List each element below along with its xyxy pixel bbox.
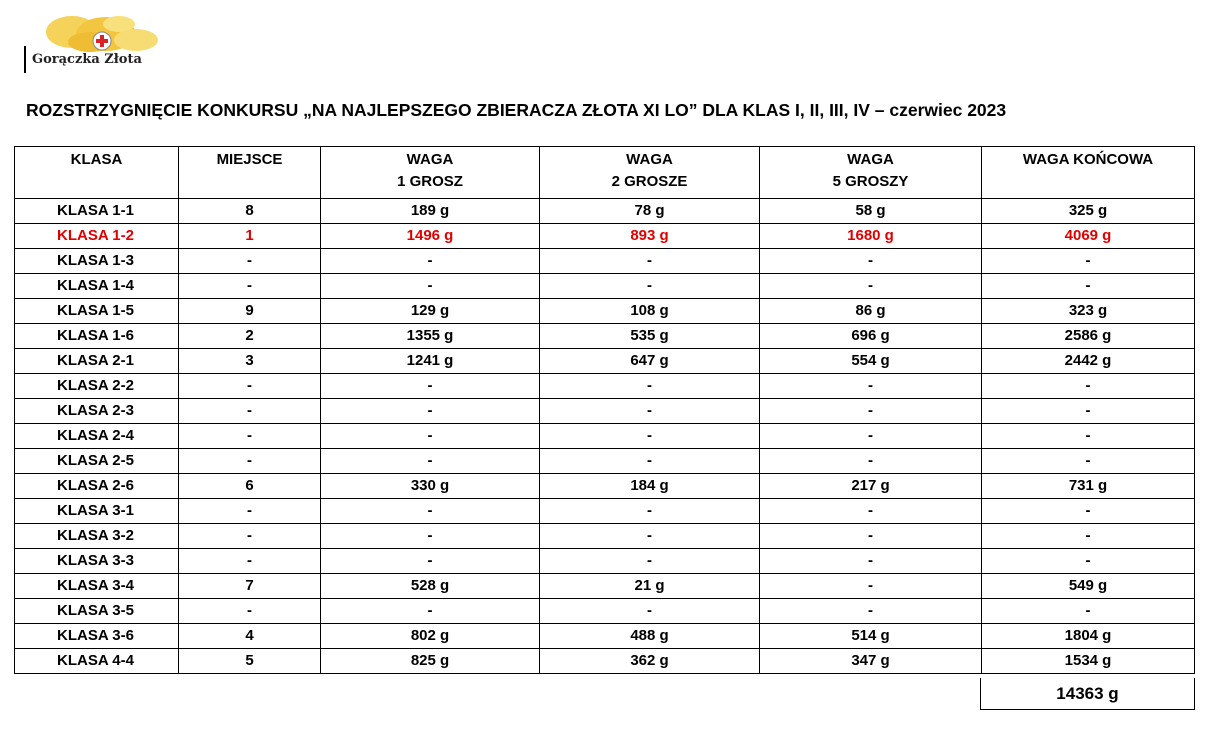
table-cell: -	[321, 249, 540, 274]
table-cell: 2	[179, 324, 321, 349]
table-cell: 1804 g	[982, 624, 1195, 649]
table-row	[15, 524, 1195, 549]
column-header-line1: WAGA	[626, 151, 673, 168]
table-cell: 1241 g	[321, 349, 540, 374]
logo-divider	[24, 46, 26, 73]
table-cell: -	[179, 274, 321, 299]
table-cell: -	[540, 249, 760, 274]
table-cell: -	[179, 374, 321, 399]
table-cell: -	[982, 374, 1195, 399]
class-name-cell: KLASA 2-5	[15, 449, 179, 474]
table-row	[15, 224, 1195, 249]
table-cell: 325 g	[982, 199, 1195, 224]
table-cell: 108 g	[540, 299, 760, 324]
table-cell: -	[179, 424, 321, 449]
table-cell: -	[760, 599, 982, 624]
table-cell: -	[982, 249, 1195, 274]
table-cell: 696 g	[760, 324, 982, 349]
class-name-cell: KLASA 1-4	[15, 274, 179, 299]
table-cell: 528 g	[321, 574, 540, 599]
column-header-line1: WAGA KOŃCOWA	[1022, 151, 1154, 168]
gold-coins-icon	[44, 12, 164, 54]
table-cell: -	[760, 249, 982, 274]
table-cell: -	[179, 399, 321, 424]
class-name-cell: KLASA 3-6	[15, 624, 179, 649]
column-header	[15, 147, 179, 199]
table-cell: 78 g	[540, 199, 760, 224]
table-cell: -	[321, 399, 540, 424]
table-cell: 549 g	[982, 574, 1195, 599]
table-cell: -	[540, 399, 760, 424]
table-row	[15, 324, 1195, 349]
table-cell: -	[179, 249, 321, 274]
table-cell: -	[982, 399, 1195, 424]
table-row	[15, 449, 1195, 474]
table-cell: -	[540, 599, 760, 624]
table-cell: 4069 g	[982, 224, 1195, 249]
class-name-cell: KLASA 2-2	[15, 374, 179, 399]
table-row	[15, 349, 1195, 374]
logo	[22, 12, 182, 76]
table-cell: 535 g	[540, 324, 760, 349]
table-cell: 1	[179, 224, 321, 249]
table-cell: -	[760, 449, 982, 474]
table-cell: 514 g	[760, 624, 982, 649]
table-cell: -	[982, 274, 1195, 299]
table-cell: -	[321, 274, 540, 299]
table-cell: -	[179, 599, 321, 624]
table-row	[15, 249, 1195, 274]
table-cell: -	[760, 574, 982, 599]
table-cell: -	[982, 499, 1195, 524]
table-cell: -	[760, 499, 982, 524]
table-cell: -	[321, 549, 540, 574]
column-header-line2: 2 GROSZE	[611, 173, 688, 190]
table-cell: 1680 g	[760, 224, 982, 249]
class-name-cell: KLASA 3-2	[15, 524, 179, 549]
class-name-cell: KLASA 2-6	[15, 474, 179, 499]
table-cell: 6	[179, 474, 321, 499]
column-header-line1: WAGA	[847, 151, 894, 168]
table-cell: 347 g	[760, 649, 982, 674]
table-cell: 802 g	[321, 624, 540, 649]
table-cell: -	[179, 549, 321, 574]
table-cell: -	[179, 499, 321, 524]
column-header-line2: 1 GROSZ	[397, 173, 463, 190]
table-cell: 330 g	[321, 474, 540, 499]
column-header	[982, 147, 1195, 199]
class-name-cell: KLASA 2-4	[15, 424, 179, 449]
table-row	[15, 299, 1195, 324]
table-cell: 1534 g	[982, 649, 1195, 674]
table-row	[15, 424, 1195, 449]
column-header-line1: WAGA	[406, 151, 454, 168]
total-weight: 14363 g	[980, 678, 1195, 710]
table-row	[15, 374, 1195, 399]
table-row	[15, 549, 1195, 574]
table-cell: -	[179, 524, 321, 549]
table-cell: -	[321, 374, 540, 399]
class-name-cell: KLASA 4-4	[15, 649, 179, 674]
table-row	[15, 599, 1195, 624]
table-cell: -	[760, 549, 982, 574]
table-cell: -	[179, 449, 321, 474]
table-cell: -	[982, 424, 1195, 449]
table-cell: 731 g	[982, 474, 1195, 499]
table-cell: 2586 g	[982, 324, 1195, 349]
table-cell: 893 g	[540, 224, 760, 249]
table-cell: 647 g	[540, 349, 760, 374]
table-cell: -	[321, 424, 540, 449]
table-row	[15, 624, 1195, 649]
table-cell: 9	[179, 299, 321, 324]
table-cell: -	[982, 599, 1195, 624]
column-header	[540, 147, 760, 199]
table-cell: -	[321, 599, 540, 624]
table-cell: -	[760, 399, 982, 424]
results-table	[14, 146, 1195, 674]
column-header-line1: KLASA	[70, 151, 123, 168]
table-cell: 554 g	[760, 349, 982, 374]
table-cell: -	[982, 524, 1195, 549]
table-row	[15, 499, 1195, 524]
table-cell: 825 g	[321, 649, 540, 674]
table-cell: 189 g	[321, 199, 540, 224]
class-name-cell: KLASA 1-1	[15, 199, 179, 224]
class-name-cell: KLASA 2-3	[15, 399, 179, 424]
table-cell: 86 g	[760, 299, 982, 324]
table-cell: -	[760, 524, 982, 549]
table-row	[15, 199, 1195, 224]
table-cell: -	[760, 424, 982, 449]
table-cell: 217 g	[760, 474, 982, 499]
class-name-cell: KLASA 1-6	[15, 324, 179, 349]
table-cell: 7	[179, 574, 321, 599]
column-header	[321, 147, 540, 199]
table-row	[15, 274, 1195, 299]
table-row	[15, 399, 1195, 424]
table-cell: 1355 g	[321, 324, 540, 349]
column-header-line1: MIEJSCE	[216, 151, 283, 168]
table-cell: 362 g	[540, 649, 760, 674]
table-cell: -	[540, 524, 760, 549]
class-name-cell: KLASA 3-5	[15, 599, 179, 624]
table-cell: -	[760, 274, 982, 299]
logo-text: Gorączka Złota	[32, 52, 142, 67]
table-cell: 323 g	[982, 299, 1195, 324]
table-cell: -	[321, 499, 540, 524]
table-cell: -	[540, 449, 760, 474]
table-cell: 184 g	[540, 474, 760, 499]
table-cell: 488 g	[540, 624, 760, 649]
class-name-cell: KLASA 3-4	[15, 574, 179, 599]
table-cell: 129 g	[321, 299, 540, 324]
table-cell: -	[321, 524, 540, 549]
table-body	[15, 199, 1195, 674]
class-name-cell: KLASA 3-1	[15, 499, 179, 524]
column-header	[760, 147, 982, 199]
table-row	[15, 474, 1195, 499]
table-cell: -	[540, 274, 760, 299]
table-cell: -	[760, 374, 982, 399]
class-name-cell: KLASA 1-5	[15, 299, 179, 324]
table-cell: -	[321, 449, 540, 474]
table-cell: 58 g	[760, 199, 982, 224]
class-name-cell: KLASA 3-3	[15, 549, 179, 574]
class-name-cell: KLASA 2-1	[15, 349, 179, 374]
table-row	[15, 649, 1195, 674]
table-cell: -	[982, 449, 1195, 474]
table-cell: 8	[179, 199, 321, 224]
table-cell: 4	[179, 624, 321, 649]
table-cell: 1496 g	[321, 224, 540, 249]
table-cell: 5	[179, 649, 321, 674]
table-cell: 2442 g	[982, 349, 1195, 374]
table-cell: -	[540, 499, 760, 524]
table-cell: -	[540, 424, 760, 449]
table-cell: -	[540, 549, 760, 574]
table-cell: -	[540, 374, 760, 399]
class-name-cell: KLASA 1-3	[15, 249, 179, 274]
table-cell: 3	[179, 349, 321, 374]
column-header	[179, 147, 321, 199]
class-name-cell: KLASA 1-2	[15, 224, 179, 249]
table-row	[15, 574, 1195, 599]
header-row	[15, 147, 1195, 199]
column-header-line2: 5 GROSZY	[832, 173, 909, 190]
table-cell: 21 g	[540, 574, 760, 599]
table-cell: -	[982, 549, 1195, 574]
page-title: ROZSTRZYGNIĘCIE KONKURSU „NA NAJLEPSZEGO ZBIERACZA ZŁOTA XI LO” DLA KLAS I, II, III, IV – czerwiec 2023	[26, 100, 1007, 120]
